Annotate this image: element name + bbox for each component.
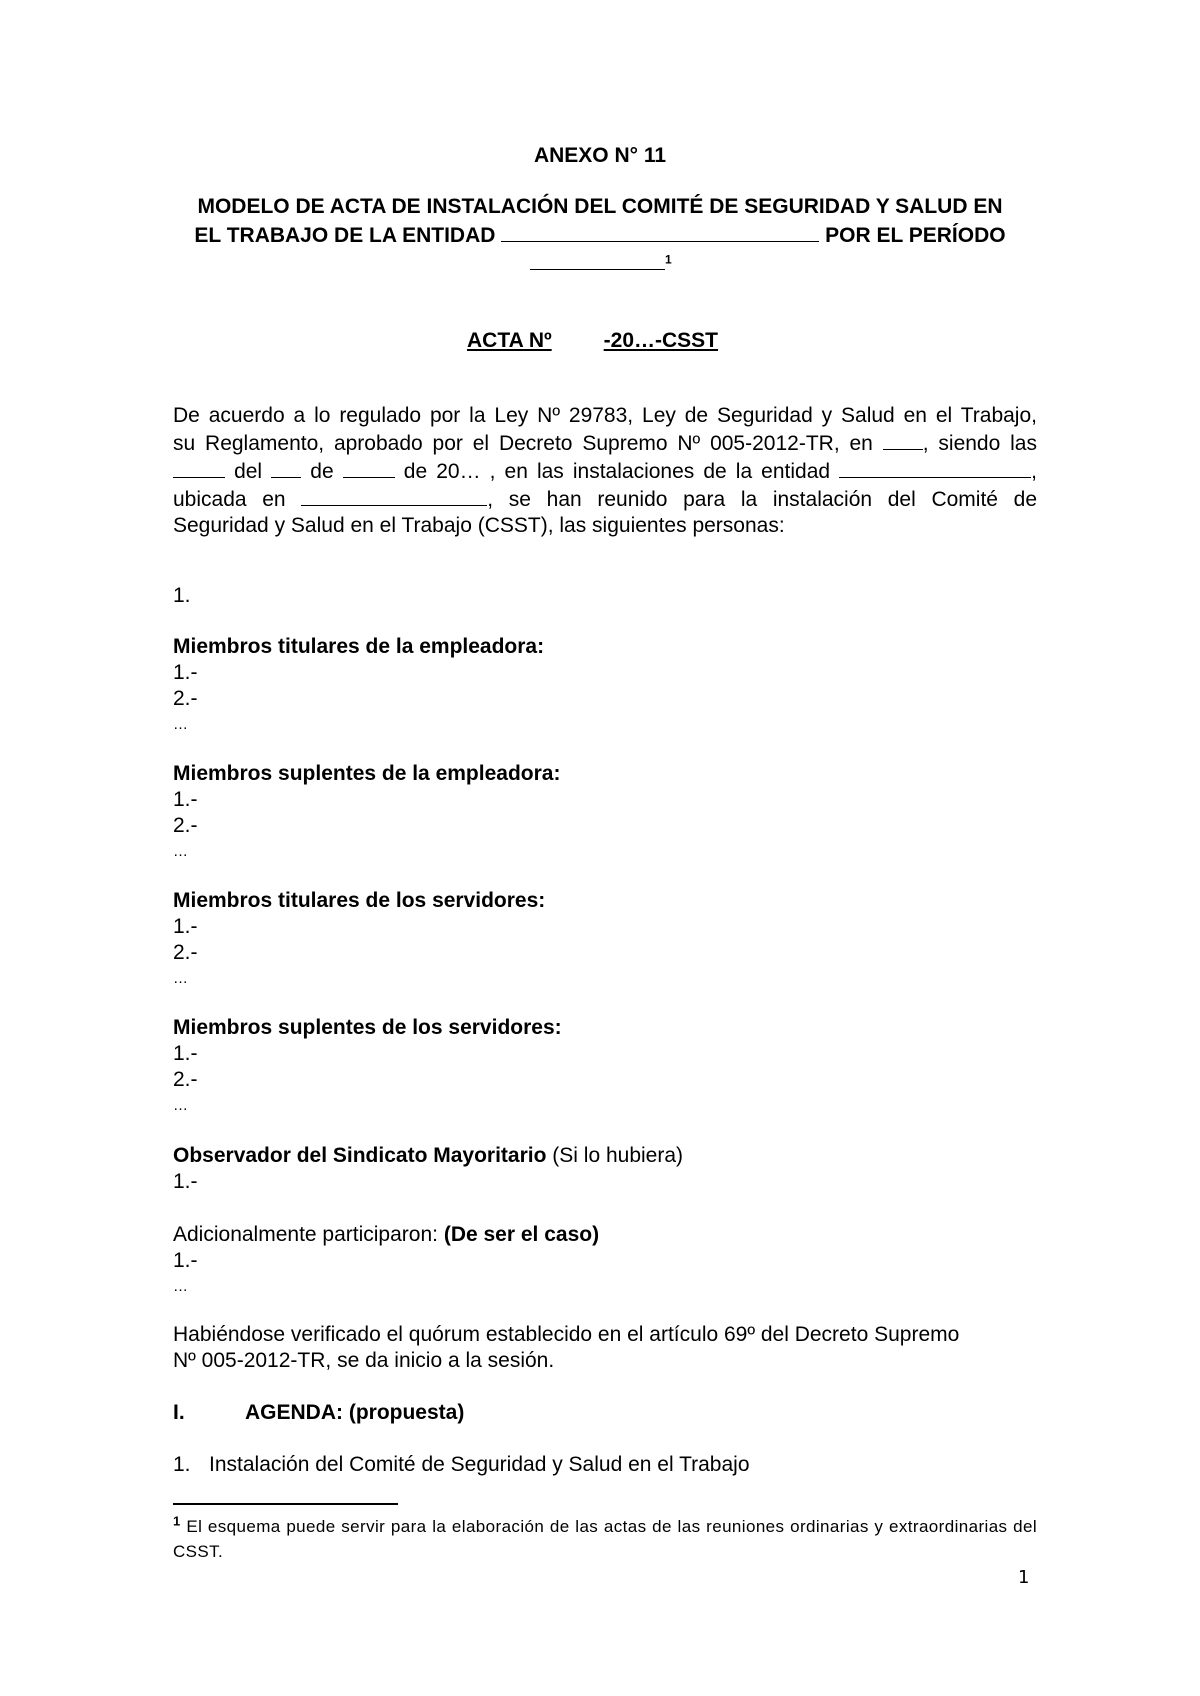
intro-line-1: De acuerdo a lo regulado por la Ley Nº 29783, Ley de Seguridad y Salud en el Trabajo, <box>173 404 1037 427</box>
list-item: 2.- <box>173 814 198 837</box>
ellipsis: … <box>173 843 189 860</box>
intro-paragraph <box>173 403 1037 539</box>
list-item: 2.- <box>173 687 198 710</box>
month-blank[interactable] <box>343 457 395 478</box>
annex-heading: ANEXO N° 11 <box>533 144 667 167</box>
place-blank[interactable] <box>883 429 923 450</box>
footnote <box>173 1514 1037 1564</box>
intro-line-3 <box>173 457 1037 485</box>
ellipsis: … <box>173 1097 189 1114</box>
day-blank[interactable] <box>271 457 301 478</box>
entity-name-blank[interactable] <box>501 221 819 242</box>
section-title: Miembros suplentes de la empleadora: <box>173 762 561 785</box>
agenda-heading <box>173 1400 1037 1426</box>
footnote-separator <box>173 1503 398 1505</box>
section-observer <box>173 1143 1037 1195</box>
entity-facilities-blank[interactable] <box>839 457 1031 478</box>
quorum-paragraph <box>173 1322 1037 1374</box>
quorum-line-2: Nº 005-2012-TR, se da inicio a la sesión. <box>173 1349 555 1372</box>
list-item: 1.- <box>173 1042 198 1065</box>
ellipsis: … <box>173 970 189 987</box>
intro-line-3b: de <box>310 460 334 483</box>
intro-line-4b: , se han reunido para la instalación del Comité de <box>487 488 1037 511</box>
footnote-reference: 1 <box>665 252 672 267</box>
title-line-2-suffix: POR EL PERÍODO <box>825 224 1006 247</box>
list-item: 1.- <box>173 788 198 811</box>
hour-blank[interactable] <box>173 457 225 478</box>
list-item: 2.- <box>173 1068 198 1091</box>
list-item: 1.- <box>173 1170 198 1193</box>
section-suplentes-servidores <box>173 1015 1037 1119</box>
agenda-item <box>173 1452 1037 1478</box>
intro-line-3a: del <box>234 460 263 483</box>
title-line-2-prefix: EL TRABAJO DE LA ENTIDAD <box>194 224 496 247</box>
acta-suffix: -20…-CSST <box>603 329 719 352</box>
acta-label: ACTA Nº <box>467 329 552 352</box>
footnote-text: El esquema puede servir para la elaboración de las actas de las reuniones ordinarias y extraordinarias del CSST. <box>173 1517 1038 1561</box>
additional-label: Adicionalmente participaron: <box>173 1223 438 1246</box>
footnote-marker: 1 <box>173 1513 181 1529</box>
page-number: 1 <box>1018 1567 1030 1588</box>
intro-line-2b: , siendo las <box>922 432 1037 455</box>
section-titulares-servidores <box>173 888 1037 992</box>
list-item: 1. <box>173 584 191 607</box>
agenda-item-text: Instalación del Comité de Seguridad y Salud en el Trabajo <box>209 1453 750 1476</box>
quorum-line-1: Habiéndose verificado el quórum establecido en el artículo 69º del Decreto Supremo <box>173 1323 960 1346</box>
title-line-1: MODELO DE ACTA DE INSTALACIÓN DEL COMITÉ DE SEGURIDAD Y SALUD EN <box>197 195 1003 218</box>
section-title: Observador del Sindicato Mayoritario <box>173 1144 547 1167</box>
intro-line-2 <box>173 429 1037 457</box>
agenda-numeral: I. <box>173 1401 185 1424</box>
intro-line-4a: ubicada en <box>173 488 286 511</box>
period-blank[interactable] <box>530 249 665 270</box>
list-item: 1.- <box>173 915 198 938</box>
intro-line-5: Seguridad y Salud en el Trabajo (CSST), las siguientes personas: <box>173 514 785 537</box>
section-titulares-empleadora <box>173 634 1037 738</box>
list-item: 1.- <box>173 1249 198 1272</box>
section-title: Miembros titulares de los servidores: <box>173 889 546 912</box>
section-suplentes-empleadora <box>173 761 1037 865</box>
ellipsis: … <box>173 1278 189 1295</box>
additional-heading <box>173 1222 1037 1248</box>
intro-line-3c: de 20… , en las instalaciones de la entidad <box>403 460 831 483</box>
title-line-2 <box>0 221 1200 250</box>
intro-line-4 <box>173 485 1037 513</box>
intro-line-3d: , <box>1031 460 1038 483</box>
section-title: Miembros suplentes de los servidores: <box>173 1016 562 1039</box>
agenda-item-number: 1. <box>173 1453 191 1476</box>
address-blank[interactable] <box>301 485 487 506</box>
section-additional <box>173 1222 1037 1300</box>
agenda-title: AGENDA: (propuesta) <box>245 1401 465 1424</box>
ellipsis: … <box>173 716 189 733</box>
additional-note: (De ser el caso) <box>443 1223 600 1246</box>
acta-number-blank[interactable] <box>552 326 604 355</box>
observer-heading <box>173 1143 1037 1169</box>
acta-number <box>467 326 718 355</box>
list-item: 2.- <box>173 941 198 964</box>
period-line <box>530 249 672 275</box>
observer-note: (Si lo hubiera) <box>552 1144 684 1167</box>
intro-line-2a: su Reglamento, aprobado por el Decreto Supremo Nº 005-2012-TR, en <box>173 432 873 455</box>
list-item: 1.- <box>173 661 198 684</box>
section-title: Miembros titulares de la empleadora: <box>173 635 545 658</box>
